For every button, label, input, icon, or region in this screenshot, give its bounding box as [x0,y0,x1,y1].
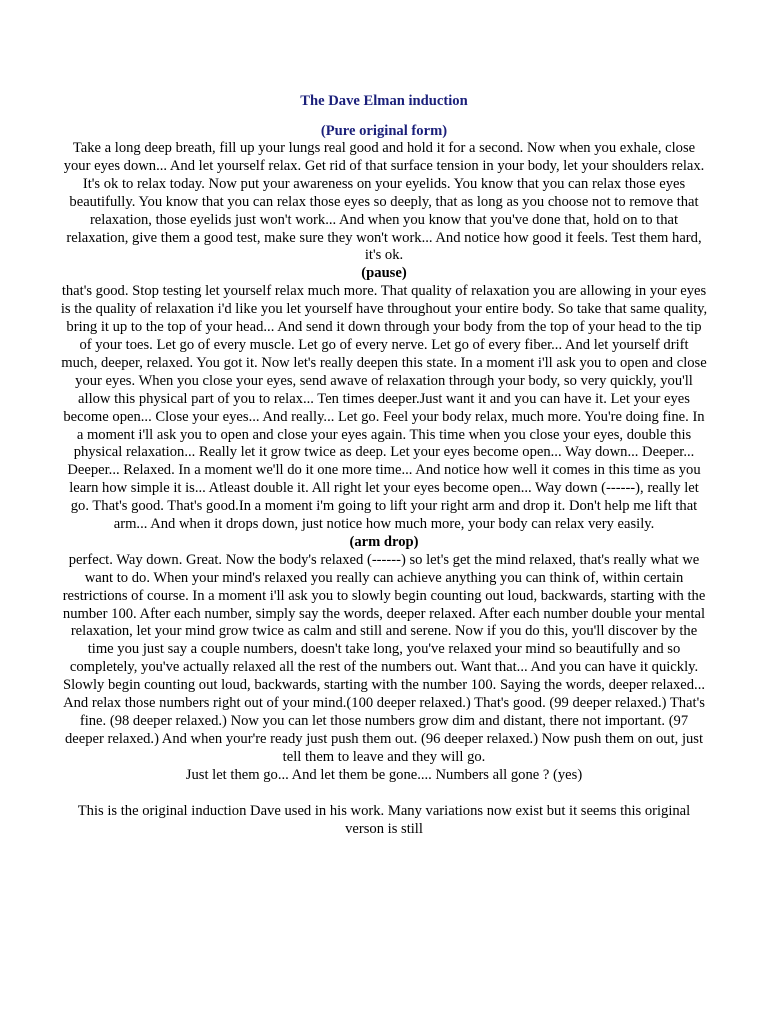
paragraph-closing-note: This is the original induction Dave used in his work. Many variations now exist but it seems this original verson is still [77,802,691,837]
paragraph-spacer [60,785,708,803]
cue-arm-drop: (arm drop) [349,533,419,550]
paragraph-relaxation: that's good. Stop testing let yourself relax much more. That quality of relaxation you are allowing in your eyes is the quality of relaxation i'd like you let yourself have throughout your entire body. So take that same quality, bring it up to the top of your head... And send it down through your body from the top of your head to the tip of your toes. Let go of every muscle. Let go of every nerve. Let go of every fiber... And let yourself drift much, deeper, relaxed. You got it. Now let's really deepen this state. In a moment i'll ask you to open and close your eyes. When you close your eyes, send awave of relaxation through your body, so very quickly, you'll allow this physical part of you to relax... Ten times deeper.Just want it and you can have it. Let your eyes become open... Close your eyes... And really... Let go. Feel your body relax, much more. You're doing fine. In a moment i'll ask you to open and close your eyes again. This time when you close your eyes, double this physical relaxation... Really let it grow twice as deep. Let your eyes become open... Way down... Deeper... Deeper... Relaxed. In a moment we'll do it one more time... And notice how well it comes in this time as you learn how simple it is... Atleast double it. All right let your eyes become open... Way down (------), really let go. That's good. That's good.In a moment i'm going to lift your right arm and drop it. Don't help me lift that arm... And when it drops down, just notice how much more, your body can relax very easily. [60,283,708,533]
cue-pause: (pause) [361,265,407,282]
document-body [60,88,708,838]
paragraph-intro: Take a long deep breath, fill up your lungs real good and hold it for a second. Now when you exhale, close your eyes down... And let yourself relax. Get rid of that surface tension in your body, let your shoulders relax. It's ok to relax today. Now put your awareness on your eyelids. You know that you can relax those eyes beautifully. You know that you can relax those eyes so deeply, that as long as you choose not to remove that relaxation, those eyelids just won't work... And when you know that you've done that, hold on to that relaxation, give them a good test, make sure they won't work... And notice how good it feels. Test them hard, it's ok. [63,140,705,264]
document-title: The Dave Elman induction [300,93,468,109]
document-subtitle: (Pure original form) [320,123,448,139]
paragraph-numbers-gone: Just let them go... And let them be gone.... Numbers all gone ? (yes) [185,766,583,783]
paragraph-mind-relaxation: perfect. Way down. Great. Now the body's relaxed (------) so let's get the mind relaxed, that's really what we want to do. When your mind's relaxed you really can achieve anything you can think of, within certain restrictions of course. In a moment i'll ask you to slowly begin counting out loud, backwards, starting with the number 100. After each number, simply say the words, deeper relaxed. After each number double your mental relaxation, let your mind grow twice as calm and still and serene. Now if you do this, you'll discover by the time you just say a couple numbers, doesn't take long, you've relaxed your mind so beautifully and so completely, you've actually relaxed all the rest of the numbers out. Want that... And you can have it quickly. Slowly begin counting out loud, backwards, starting with the number 100. Saying the words, deeper relaxed... And relax those numbers right out of your mind.(100 deeper relaxed.) That's good. (99 deeper relaxed.) That's fine. (98 deeper relaxed.) Now you can let those numbers grow dim and distant, there not important. (97 deeper relaxed.) And when your're ready just push them out. (96 deeper relaxed.) Now push them on out, just tell them to leave and they will go. [62,551,706,765]
